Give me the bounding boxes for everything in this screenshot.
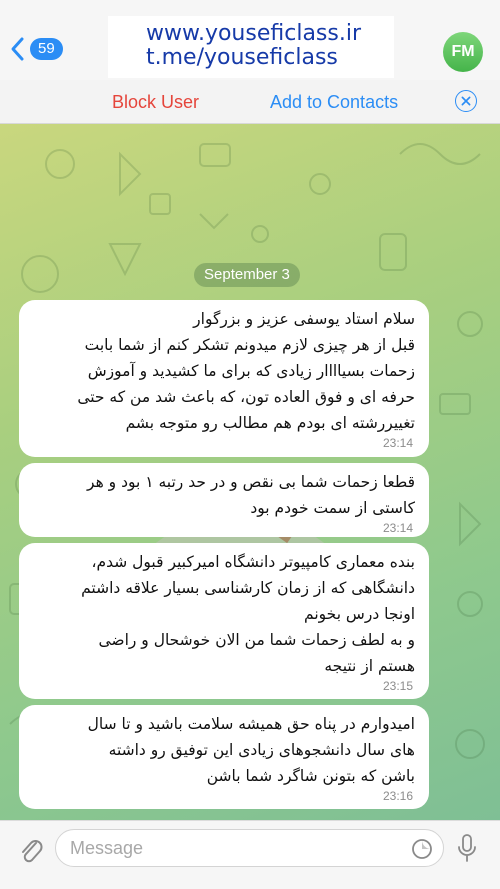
watermark-line1: www.youseficlass.ir — [146, 21, 361, 46]
message-line: های سال دانشجوهای زیادی این توفیق رو داشته — [108, 741, 415, 759]
message-input[interactable] — [56, 830, 386, 866]
message-line: سلام استاد یوسفی عزیز و بزرگوار — [193, 310, 415, 328]
block-user-button[interactable]: Block User — [112, 92, 200, 112]
contact-action-bar — [0, 80, 500, 124]
message-field[interactable] — [55, 829, 444, 867]
sticker-icon[interactable] — [411, 838, 433, 860]
message-input-bar — [0, 820, 500, 889]
message-line: زحمات بسیاااار زیادی که برای ما کشیدید و آموزش — [87, 362, 415, 380]
watermark-line2: t.me/youseficlass — [146, 45, 338, 70]
message-line: اونجا درس بخونم — [304, 605, 415, 623]
message-line: باشن که بتونن شاگرد شما باشن — [206, 767, 415, 785]
message-time: 23:16 — [382, 789, 413, 803]
message-line: قبل از هر چیزی لازم میدونم تشکر کنم از شما بابت — [84, 336, 415, 354]
message-line: هستم از نتیجه — [324, 657, 415, 675]
unread-count-badge: 59 — [30, 38, 63, 60]
watermark-overlay — [108, 16, 394, 78]
message-bubble[interactable] — [19, 463, 429, 537]
chat-header — [0, 0, 500, 80]
message-time: 23:14 — [382, 521, 413, 535]
chat-area — [0, 124, 500, 820]
message-line: قطعا زحمات شما بی نقص و در حد رتبه ۱ بود و هر — [87, 473, 415, 491]
message-bubble[interactable] — [19, 543, 429, 699]
date-separator: September 3 — [194, 263, 300, 287]
message-line: کاستی از سمت خودم بود — [250, 499, 415, 517]
chevron-left-icon — [8, 36, 28, 62]
close-icon — [456, 91, 476, 111]
message-line: دانشگاهی که از زمان کارشناسی بسیار علاقه داشتم — [81, 579, 415, 597]
message-line: تغییررشته ای بودم هم مطالب رو متوجه بشم — [125, 414, 415, 432]
close-bar-button[interactable] — [455, 90, 477, 112]
avatar[interactable]: FM — [443, 32, 483, 72]
microphone-icon[interactable] — [456, 833, 478, 865]
message-line: امیدوارم در پناه حق همیشه سلامت باشید و تا سال — [87, 715, 415, 733]
add-to-contacts-button[interactable]: Add to Contacts — [270, 92, 399, 112]
message-line: حرفه ای و فوق العاده تون، که باعث شد من که حتی — [77, 388, 415, 406]
paperclip-icon[interactable] — [18, 835, 44, 865]
message-line: و به لطف زحمات شما من الان خوشحال و راضی — [98, 631, 415, 649]
message-line: بنده معماری کامپیوتر دانشگاه امیرکبیر قبول شدم، — [91, 553, 415, 571]
message-time: 23:15 — [382, 679, 413, 693]
message-bubble[interactable] — [19, 705, 429, 809]
message-time: 23:14 — [382, 436, 413, 450]
message-bubble[interactable] — [19, 300, 429, 457]
back-button[interactable] — [8, 36, 63, 62]
